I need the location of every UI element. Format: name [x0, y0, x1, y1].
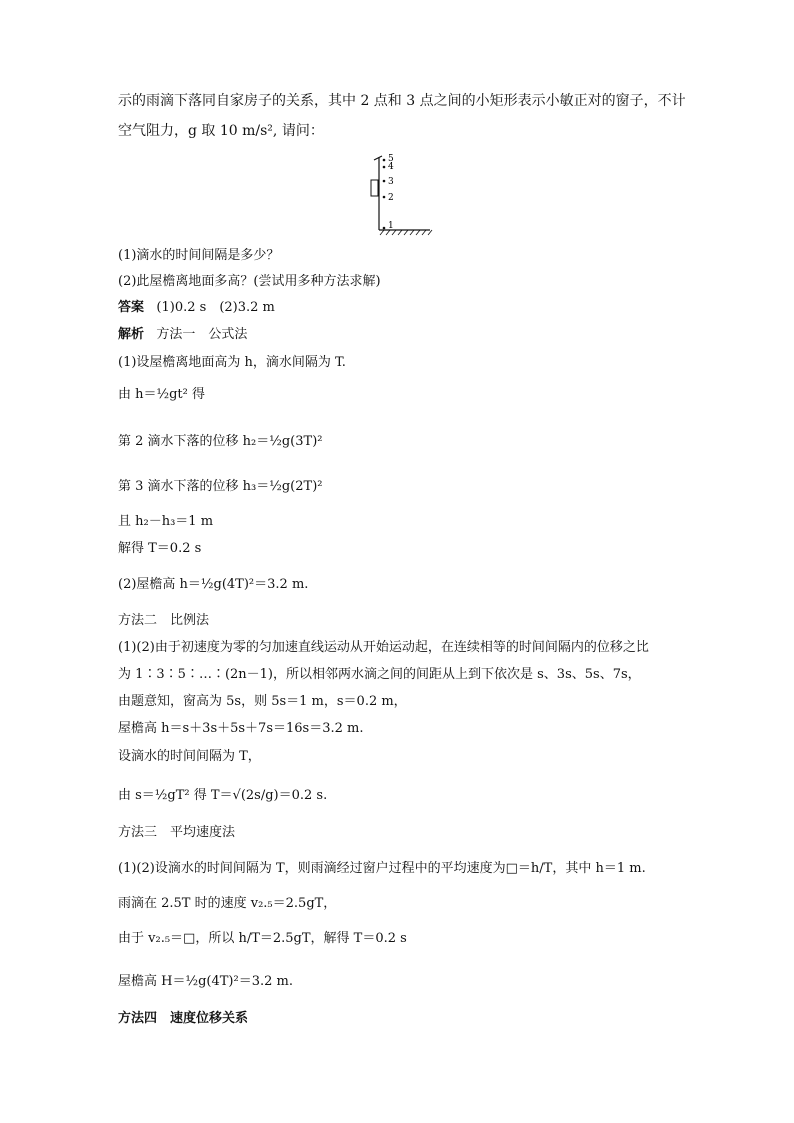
figure-label-3: 3	[388, 177, 394, 187]
raindrop-figure	[360, 150, 440, 240]
m2-line-3: 由题意知，窗高为 5s，则 5s＝1 m，s＝0.2 m，	[118, 694, 407, 709]
m2-line-4: 屋檐高 h＝s＋3s＋5s＋7s＝16s＝3.2 m.	[118, 721, 364, 736]
question-1: (1)滴水的时间间隔是多少？	[118, 248, 280, 263]
m1-line-7: (2)屋檐高 h＝½g(4T)²＝3.2 m.	[118, 577, 309, 592]
figure-label-4: 4	[388, 162, 394, 172]
m1-line-1: (1)设屋檐离地面高为 h，滴水间隔为 T.	[118, 355, 346, 370]
m1-line-2: 由 h＝½gt² 得	[118, 387, 205, 402]
m3-line-3: 由于 v₂.₅＝□，所以 h/T＝2.5gT，解得 T＝0.2 s	[118, 931, 407, 946]
method-1-title: 方法一 公式法	[156, 327, 248, 342]
m3-line-2: 雨滴在 2.5T 时的速度 v₂.₅＝2.5gT，	[118, 896, 337, 911]
figure-label-1: 1	[388, 221, 394, 231]
answer-line	[118, 299, 275, 317]
m2-line-5: 设滴水的时间间隔为 T，	[118, 749, 261, 764]
m3-line-1: (1)(2)设滴水的时间间隔为 T，则雨滴经过窗户过程中的平均速度为□＝h/T，其中 h＝1 m.	[118, 861, 646, 876]
method-2-title: 方法二 比例法	[118, 613, 210, 628]
m3-line-4: 屋檐高 H＝½g(4T)²＝3.2 m.	[118, 974, 293, 989]
method-3-title: 方法三 平均速度法	[118, 825, 236, 840]
analysis-label: 解析	[118, 327, 145, 342]
intro-line-1: 示的雨滴下落同自家房子的关系，其中 2 点和 3 点之间的小矩形表示小敏正对的窗子，不计	[118, 93, 686, 109]
answer-value: (1)0.2 s (2)3.2 m	[156, 300, 275, 315]
m1-line-4: 第 3 滴水下落的位移 h₃＝½g(2T)²	[118, 479, 323, 494]
m2-line-6: 由 s＝½gT² 得 T＝√(2s/g)＝0.2 s.	[118, 788, 328, 803]
figure-label-5: 5	[388, 154, 394, 164]
answer-label: 答案	[118, 300, 145, 315]
m1-line-6: 解得 T＝0.2 s	[118, 541, 202, 556]
m1-line-5: 且 h₂－h₃＝1 m	[118, 514, 214, 529]
method-4-title: 方法四 速度位移关系	[118, 1011, 249, 1026]
figure-label-2: 2	[388, 193, 394, 203]
question-2: (2)此屋檐离地面多高？(尝试用多种方法求解)	[118, 274, 381, 289]
m1-line-3: 第 2 滴水下落的位移 h₂＝½g(3T)²	[118, 434, 323, 449]
analysis-line	[118, 326, 247, 344]
intro-line-2: 空气阻力，g 取 10 m/s², 请问：	[118, 123, 324, 139]
m2-line-2: 为 1∶3∶5∶…∶(2n－1)，所以相邻两水滴之间的间距从上到下依次是 s、3s、5s、7s，	[118, 667, 641, 682]
m2-line-1: (1)(2)由于初速度为零的匀加速直线运动从开始运动起，在连续相等的时间间隔内的位移之比	[118, 640, 649, 655]
